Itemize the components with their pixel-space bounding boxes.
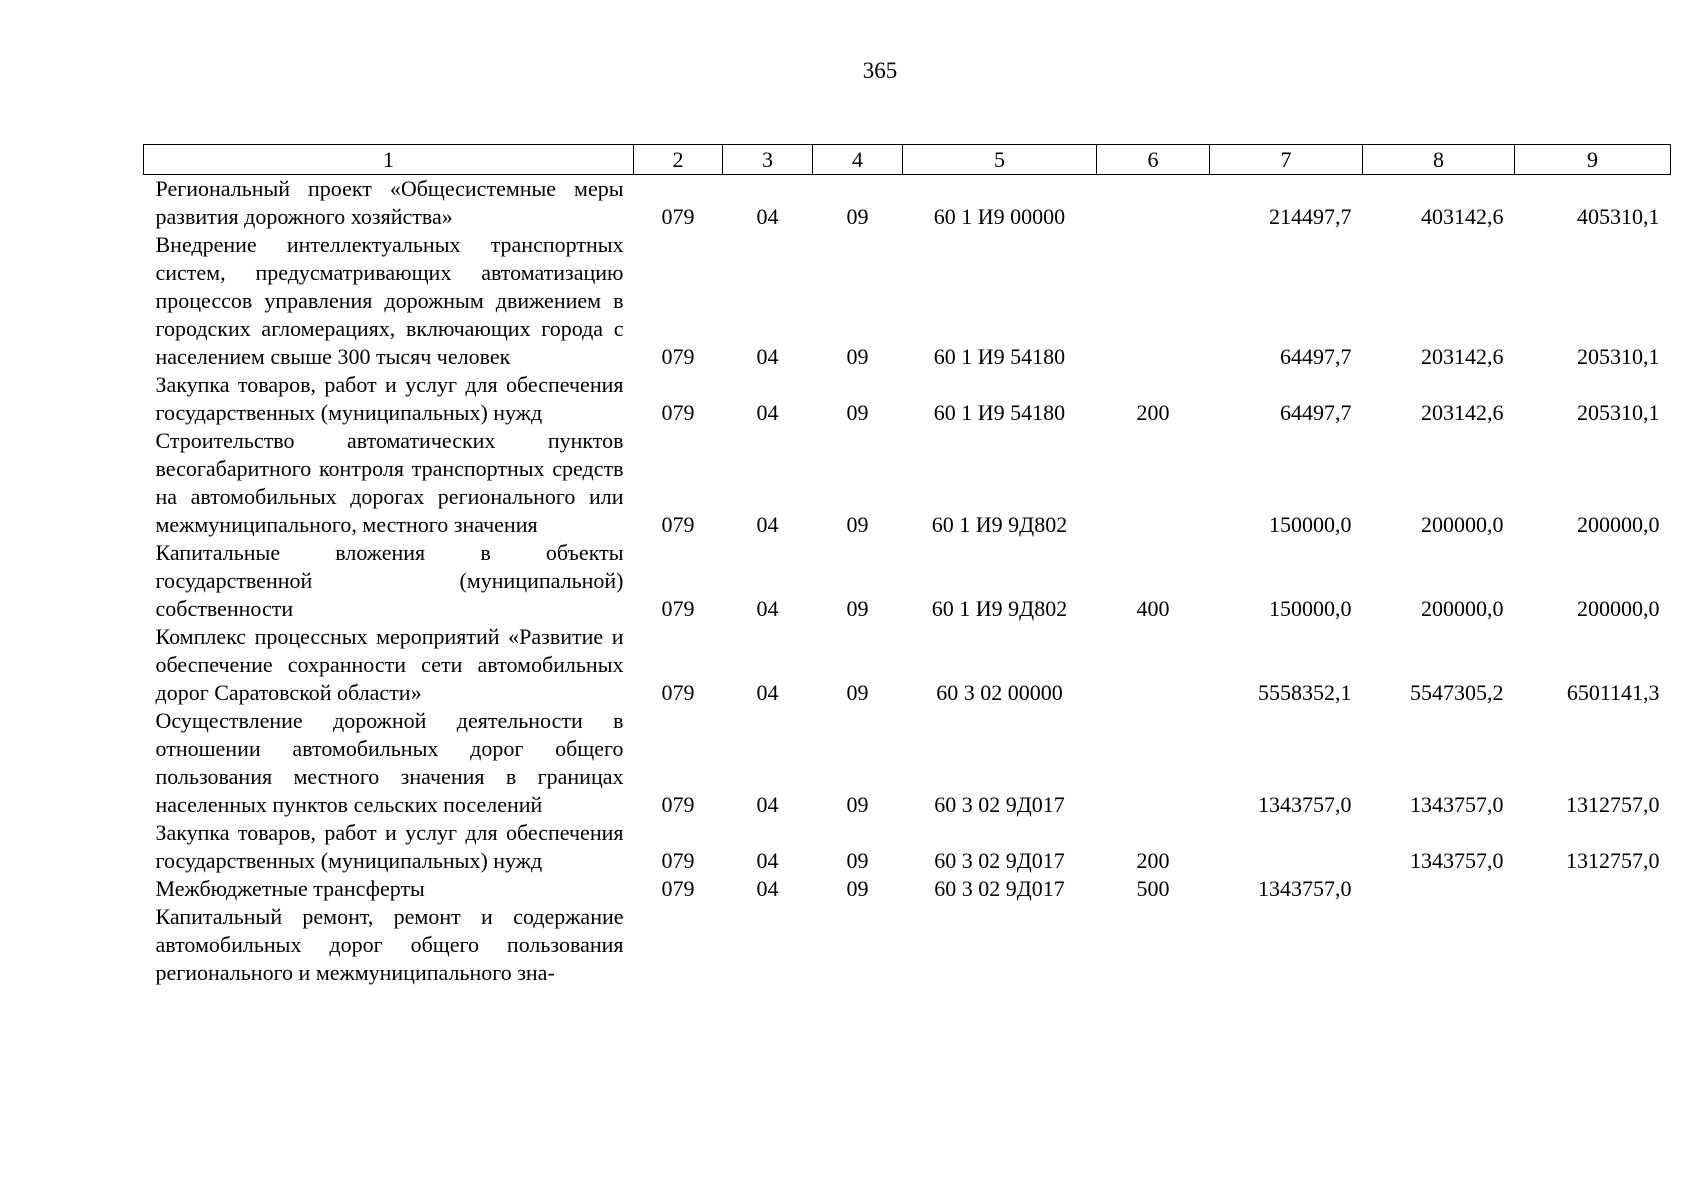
column-header-4: 4	[813, 145, 903, 175]
cell-ministry-code: 079	[661, 680, 695, 705]
cell-subsection: 09	[846, 596, 869, 621]
table-row	[144, 539, 1671, 623]
table-row	[144, 623, 1671, 707]
cell-subsection	[813, 903, 903, 987]
cell-amount-8	[1363, 903, 1515, 987]
cell-target-article: 60 1 И9 9Д802	[931, 596, 1068, 621]
column-header-1: 1	[144, 145, 634, 175]
cell-amount-7: 214497,7	[1269, 204, 1352, 229]
cell-expense-type	[1097, 427, 1210, 539]
cell-amount-8: 203142,6	[1421, 400, 1504, 425]
cell-target-article: 60 3 02 00000	[936, 680, 1063, 705]
cell-amount-9: 205310,1	[1577, 400, 1660, 425]
cell-section: 04	[756, 680, 779, 705]
cell-amount-7: 150000,0	[1269, 512, 1352, 537]
cell-target-article: 60 1 И9 54180	[933, 400, 1066, 425]
column-header-9: 9	[1515, 145, 1671, 175]
cell-amount-7: 150000,0	[1269, 596, 1352, 621]
column-header-5: 5	[903, 145, 1097, 175]
table-row	[144, 231, 1671, 371]
cell-amount-7	[1210, 903, 1363, 987]
cell-amount-8: 5547305,2	[1410, 680, 1504, 705]
cell-section: 04	[756, 792, 779, 817]
row-name: Внедрение интеллектуальных транспортных систем, предусматривающих автоматизацию процессов управления дорожным движением в городских агломерациях, включающих города с населением свыше 300 тысяч человек	[155, 232, 624, 369]
table-header-row	[144, 145, 1671, 175]
cell-amount-8: 200000,0	[1421, 596, 1504, 621]
cell-section	[723, 903, 813, 987]
cell-amount-8	[1363, 875, 1515, 903]
cell-amount-9: 1312757,0	[1566, 848, 1660, 873]
cell-ministry-code: 079	[661, 204, 695, 229]
cell-expense-type: 500	[1136, 876, 1170, 901]
cell-expense-type	[1097, 903, 1210, 987]
cell-subsection: 09	[846, 400, 869, 425]
row-name: Закупка товаров, работ и услуг для обеспечения государственных (муниципальных) нужд	[155, 820, 624, 873]
cell-subsection: 09	[846, 512, 869, 537]
cell-target-article: 60 3 02 9Д017	[934, 848, 1065, 873]
cell-subsection: 09	[846, 876, 869, 901]
cell-amount-9: 200000,0	[1577, 512, 1660, 537]
table-row	[144, 371, 1671, 427]
cell-amount-8: 1343757,0	[1410, 848, 1504, 873]
cell-amount-7: 1343757,0	[1258, 792, 1352, 817]
row-name: Региональный проект «Общесистемные меры развития дорожного хозяйства»	[155, 176, 624, 229]
cell-amount-7: 64497,7	[1280, 344, 1352, 369]
cell-target-article: 60 1 И9 9Д802	[931, 512, 1068, 537]
cell-expense-type: 200	[1136, 848, 1170, 873]
table-row	[144, 175, 1671, 232]
row-name: Капитальный ремонт, ремонт и содержание автомобильных дорог общего пользования регионального и межмуниципального зна-	[155, 904, 624, 985]
cell-section: 04	[756, 400, 779, 425]
cell-amount-9: 200000,0	[1577, 596, 1660, 621]
cell-amount-9: 405310,1	[1577, 204, 1660, 229]
cell-ministry-code: 079	[661, 848, 695, 873]
cell-target-article	[903, 903, 1097, 987]
cell-amount-8: 203142,6	[1421, 344, 1504, 369]
cell-ministry-code: 079	[661, 344, 695, 369]
cell-amount-9	[1515, 903, 1671, 987]
budget-table	[143, 144, 1671, 987]
column-header-2: 2	[634, 145, 723, 175]
cell-target-article: 60 1 И9 54180	[933, 344, 1066, 369]
row-name: Капитальные вложения в объекты государственной (муниципальной) собственности	[155, 540, 624, 621]
cell-ministry-code: 079	[661, 400, 695, 425]
cell-ministry-code: 079	[661, 876, 695, 901]
cell-target-article: 60 3 02 9Д017	[934, 876, 1065, 901]
cell-amount-7: 5558352,1	[1258, 680, 1352, 705]
cell-amount-8: 200000,0	[1421, 512, 1504, 537]
page-number: 365	[862, 58, 898, 83]
cell-amount-7: 64497,7	[1280, 400, 1352, 425]
column-header-6: 6	[1097, 145, 1210, 175]
cell-subsection: 09	[846, 204, 869, 229]
cell-amount-7: 1343757,0	[1258, 876, 1352, 901]
cell-expense-type	[1097, 175, 1210, 232]
row-name: Межбюджетные трансферты	[155, 876, 425, 901]
cell-section: 04	[756, 848, 779, 873]
cell-amount-8: 1343757,0	[1410, 792, 1504, 817]
column-header-7: 7	[1210, 145, 1363, 175]
table-row	[144, 819, 1671, 875]
column-header-3: 3	[723, 145, 813, 175]
cell-target-article: 60 3 02 9Д017	[934, 792, 1065, 817]
table-row	[144, 707, 1671, 819]
cell-amount-9	[1515, 875, 1671, 903]
cell-target-article: 60 1 И9 00000	[933, 204, 1066, 229]
cell-subsection: 09	[846, 680, 869, 705]
cell-subsection: 09	[846, 848, 869, 873]
cell-subsection: 09	[846, 344, 869, 369]
cell-ministry-code	[634, 903, 723, 987]
row-name: Комплекс процессных мероприятий «Развитие и обеспечение сохранности сети автомобильных дорог Саратовской области»	[155, 624, 624, 705]
cell-subsection: 09	[846, 792, 869, 817]
cell-amount-9: 6501141,3	[1566, 680, 1660, 705]
cell-ministry-code: 079	[661, 512, 695, 537]
cell-amount-7	[1210, 819, 1363, 875]
cell-section: 04	[756, 344, 779, 369]
cell-amount-9: 205310,1	[1577, 344, 1660, 369]
table-row	[144, 875, 1671, 903]
cell-ministry-code: 079	[661, 792, 695, 817]
cell-ministry-code: 079	[661, 596, 695, 621]
cell-amount-8: 403142,6	[1421, 204, 1504, 229]
table-row	[144, 427, 1671, 539]
cell-amount-9: 1312757,0	[1566, 792, 1660, 817]
column-header-8: 8	[1363, 145, 1515, 175]
row-name: Осуществление дорожной деятельности в отношении автомобильных дорог общего пользования местного значения в границах населенных пунктов сельских поселений	[155, 708, 624, 817]
cell-expense-type	[1097, 623, 1210, 707]
cell-expense-type: 200	[1136, 400, 1170, 425]
cell-expense-type	[1097, 231, 1210, 371]
cell-section: 04	[756, 876, 779, 901]
row-name: Строительство автоматических пунктов весогабаритного контроля транспортных средств на автомобильных дорогах регионального или межмуниципального, местного значения	[155, 428, 624, 537]
cell-section: 04	[756, 596, 779, 621]
cell-expense-type	[1097, 707, 1210, 819]
table-row	[144, 903, 1671, 987]
cell-section: 04	[756, 512, 779, 537]
cell-section: 04	[756, 204, 779, 229]
cell-expense-type: 400	[1136, 596, 1170, 621]
row-name: Закупка товаров, работ и услуг для обеспечения государственных (муниципальных) нужд	[155, 372, 624, 425]
